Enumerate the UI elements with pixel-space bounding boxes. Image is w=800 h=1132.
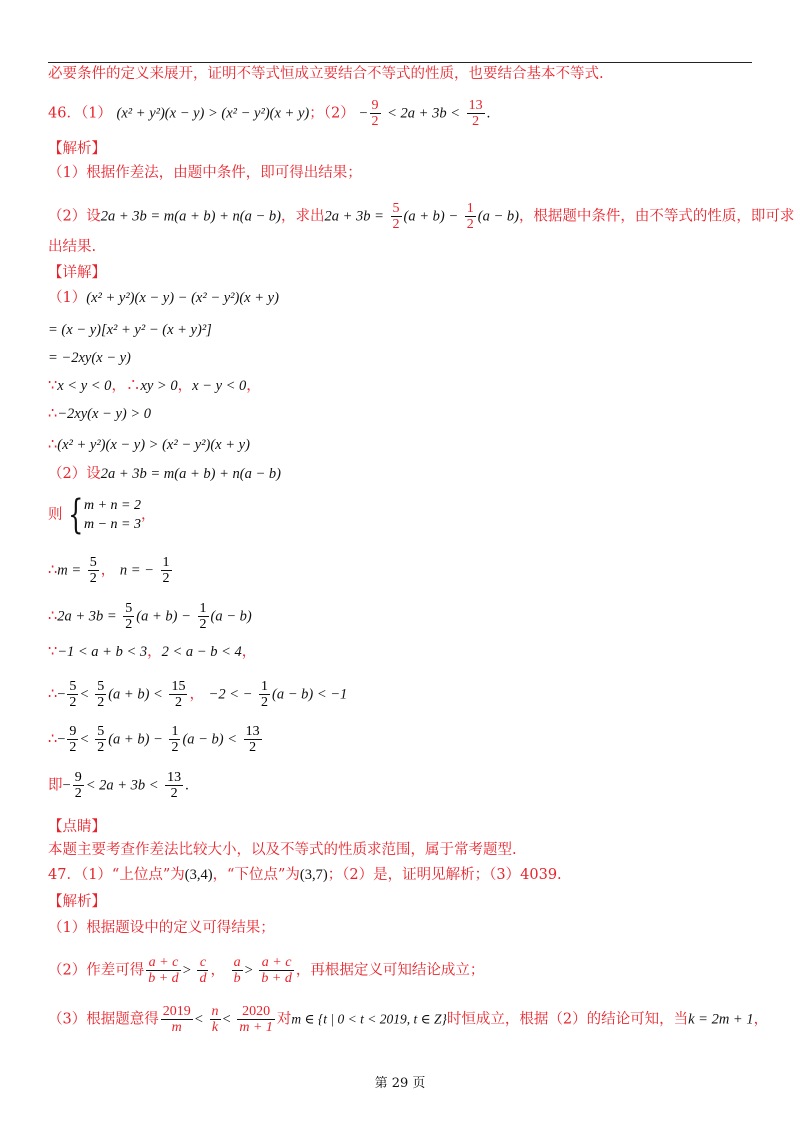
frac-den: 2 [69,695,77,710]
text: ；（2）是，证明见解析；（3）4039. [327,867,562,883]
frac-num: 5 [69,679,77,694]
detail-title: 【详解】 [48,265,106,281]
frac-num: 1 [171,724,179,739]
frac-num: 15 [171,679,186,694]
math-expr: 2a + 3b = m(a + b) + n(a − b) [100,208,281,225]
text: （1）“上位点”为 [80,867,185,883]
frac-den: 2 [171,740,179,755]
q46-part1-label: （1） [80,105,112,122]
math-expr: n = − [119,562,154,579]
analysis2-line3 [48,1004,768,1035]
detail-line10 [48,601,252,632]
detail-line5 [48,403,151,425]
because-symbol: ∵ [48,644,58,660]
math-expr: < [194,1011,203,1028]
comment-title: 【点睛】 [48,819,106,835]
detail-line3: = −2xy(x − y) [48,350,131,366]
math-expr: x < y < 0 [57,378,112,394]
frac-num: 9 [371,98,379,113]
fraction [198,601,209,632]
q46-semicolon: ； [309,105,324,122]
detail-line4: ∵x < y < 0，∴xy > 0，x − y < 0， [48,378,261,394]
therefore-symbol: ∴ [48,562,58,579]
math-point: (3,7) [299,867,328,883]
comma: ， [100,562,116,579]
math-expr: 2a + 3b = [324,208,384,225]
math-expr: (a − b) < [182,731,238,748]
fraction [169,679,187,710]
frac-num: 5 [97,679,105,694]
detail-line6 [48,434,250,456]
math-expr: (a − b) [210,608,252,625]
q46-part2-ineq: < 2a + 3b < [387,105,460,122]
frac-den: 2 [199,617,207,632]
frac-den: 2 [89,571,97,586]
fraction [169,724,180,755]
equation-system [84,496,141,534]
analysis2-title: 【解析】 [48,894,106,910]
q46-part2-label: （2） [323,105,355,122]
math-point: (3,4) [184,867,213,883]
fraction [391,201,402,232]
fraction [165,770,183,801]
fraction [123,601,134,632]
text: ，根据题中条件，由不等式的性质，即可求 [518,208,795,225]
frac-den: 2 [97,695,105,710]
detail-line7 [48,463,281,485]
math-expr: (a − b) [477,208,519,225]
math-set: m ∈ {t | 0 < t < 2019, t ∈ Z} [291,1011,447,1027]
fraction [73,770,84,801]
analysis-line3: 出结果. [48,239,97,255]
comma: ， [189,686,204,703]
frac-num: 5 [125,601,133,616]
text: ，求出 [280,208,325,225]
analysis-line2 [48,201,794,232]
therefore-symbol: ∴ [48,686,58,703]
detail-line14 [48,770,189,801]
fraction [67,724,78,755]
frac-den: k [211,1020,219,1035]
q46-frac-nine-half [370,98,381,129]
frac-num: n [211,1004,219,1019]
left-brace: { [67,492,83,538]
analysis-title: 【解析】 [48,141,106,157]
frac-den: 2 [74,786,82,801]
text: 时恒成立，根据（2）的结论可知，当 [446,1011,689,1028]
frac-num: 1 [261,679,269,694]
analysis-line1: （1）根据作差法，由题中条件，即可得出结果； [48,165,362,181]
math-expr: − [62,777,71,794]
q46-number: 46． [48,105,81,122]
therefore-symbol: ∴ [125,378,141,394]
fraction [232,955,243,986]
comma: ， [246,378,261,394]
frac-den: 2 [472,114,480,129]
q46-part1-expr: (x² + y²)(x − y) > (x² − y²)(x + y) [116,105,310,122]
q47-number: 47． [48,867,81,883]
math-expr: xy > 0 [140,378,178,394]
math-expr: −2xy(x − y) > 0 [57,406,151,422]
frac-den: 2 [466,217,474,232]
frac-den: b [233,971,241,986]
therefore-symbol: ∴ [48,731,58,748]
frac-den: 2 [97,740,105,755]
comment-text: 本题主要考查作差法比较大小，以及不等式的性质求范围，属于常考题型. [48,842,517,858]
detail-line9 [48,555,174,586]
fraction [161,1004,193,1035]
fraction [237,1004,275,1035]
frac-den: 2 [261,695,269,710]
therefore-symbol: ∴ [48,608,58,625]
frac-num: 13 [167,770,182,785]
math-expr: −2 < − [208,686,253,703]
period: . [185,777,189,794]
fraction [95,724,106,755]
frac-den: b + d [148,971,179,986]
text: ，“下位点”为 [212,867,300,883]
math-expr: x − y < 0 [192,378,247,394]
frac-num: 2020 [237,1004,275,1020]
frac-num: a + c [259,955,293,971]
analysis2-line2 [48,955,484,986]
page-footer: 第 29 页 [374,1076,426,1091]
detail-line13 [48,724,264,755]
therefore-symbol: ∴ [48,437,58,453]
fraction [95,679,106,710]
text: （2）作差可得 [48,962,145,979]
fraction [88,555,99,586]
frac-num: 1 [199,601,207,616]
math-expr: (a + b) − [136,608,191,625]
math-expr: < [222,1011,231,1028]
math-expr: < 2a + 3b < [85,777,159,794]
frac-num: 5 [89,555,97,570]
comma: ， [210,962,225,979]
part-label: （2）设 [48,466,101,482]
frac-den: b + d [261,971,292,986]
frac-num: 1 [162,555,170,570]
detail-line1 [48,287,279,309]
math-expr: (a + b) < [108,686,163,703]
math-expr: > [182,962,191,979]
comma: ， [140,507,156,523]
comma: ， [147,644,162,660]
frac-den: m [171,1020,182,1035]
fraction [67,679,78,710]
frac-den: m + 1 [239,1020,273,1035]
fraction [244,724,262,755]
because-symbol: ∵ [48,378,58,394]
frac-den: 2 [249,740,257,755]
math-expr: 2a + 3b = [57,608,117,625]
math-expr: − [57,686,66,703]
therefore-symbol: ∴ [48,406,58,422]
frac-num: a [233,955,241,970]
math-expr: k = 2m + 1 [688,1011,754,1028]
q47-statement [48,864,562,886]
fraction [259,955,293,986]
frac-den: d [199,971,207,986]
math-expr: (x² + y²)(x − y) > (x² − y²)(x + y) [57,437,250,453]
math-expr: (x² + y²)(x − y) − (x² − y²)(x + y) [86,290,279,306]
text: （2）设 [48,208,101,225]
frac-num: 5 [97,724,105,739]
fraction [259,679,270,710]
math-expr: (a + b) − [403,208,459,225]
q46-neg-sign: − [359,105,368,122]
text: 则 [48,507,63,523]
math-expr: 2 < a − b < 4 [161,644,242,660]
system-row: m − n = 3 [83,517,141,532]
math-expr: − [57,731,66,748]
math-expr: m = [57,562,82,579]
part-label: （1） [48,290,87,306]
fraction [465,201,476,232]
q46-frac-thirteen-half [467,98,485,129]
frac-num: 5 [392,201,400,216]
frac-den: 2 [162,571,170,586]
q46-statement [48,98,490,129]
frac-num: 9 [69,724,77,739]
comma: ， [753,1011,769,1028]
frac-den: 2 [392,217,400,232]
text: ，再根据定义可知结论成立； [295,962,485,979]
text: 对 [276,1011,292,1028]
detail-line8-system [48,492,156,538]
frac-den: 2 [69,740,77,755]
text: （3）根据题意得 [48,1011,159,1028]
detail-line2: = (x − y)[x² + y² − (x + y)²] [48,322,212,338]
math-expr: 2a + 3b = m(a + b) + n(a − b) [100,466,281,482]
q46-end: . [486,105,491,122]
math-expr: < [80,686,89,703]
frac-num: 13 [245,724,260,739]
frac-den: 2 [125,617,133,632]
detail-line11 [48,641,256,663]
frac-den: 2 [371,114,379,129]
fraction [197,955,208,986]
fraction [146,955,180,986]
intro-line: 必要条件的定义来展开，证明不等式恒成立要结合不等式的性质，也要结合基本不等式. [48,66,604,82]
frac-num: a + c [146,955,180,971]
frac-den: 2 [170,786,178,801]
analysis2-line1: （1）根据题设中的定义可得结果； [48,920,275,936]
text: 即 [48,777,63,794]
comma: ， [111,378,126,394]
math-expr: (a − b) < −1 [272,686,348,703]
math-expr: −1 < a + b < 3 [57,644,148,660]
frac-num: 13 [468,98,483,113]
system-row: m + n = 2 [83,498,141,513]
math-expr: > [244,962,253,979]
frac-num: 2019 [162,1004,191,1019]
frac-den: 2 [174,695,182,710]
comma: ， [241,644,257,660]
frac-num: 9 [74,770,82,785]
detail-line12 [48,679,347,710]
math-expr: < [80,731,89,748]
fraction [210,1004,221,1035]
math-expr: (a + b) − [108,731,163,748]
frac-num: 1 [466,201,474,216]
frac-num: c [197,955,208,971]
fraction [161,555,172,586]
